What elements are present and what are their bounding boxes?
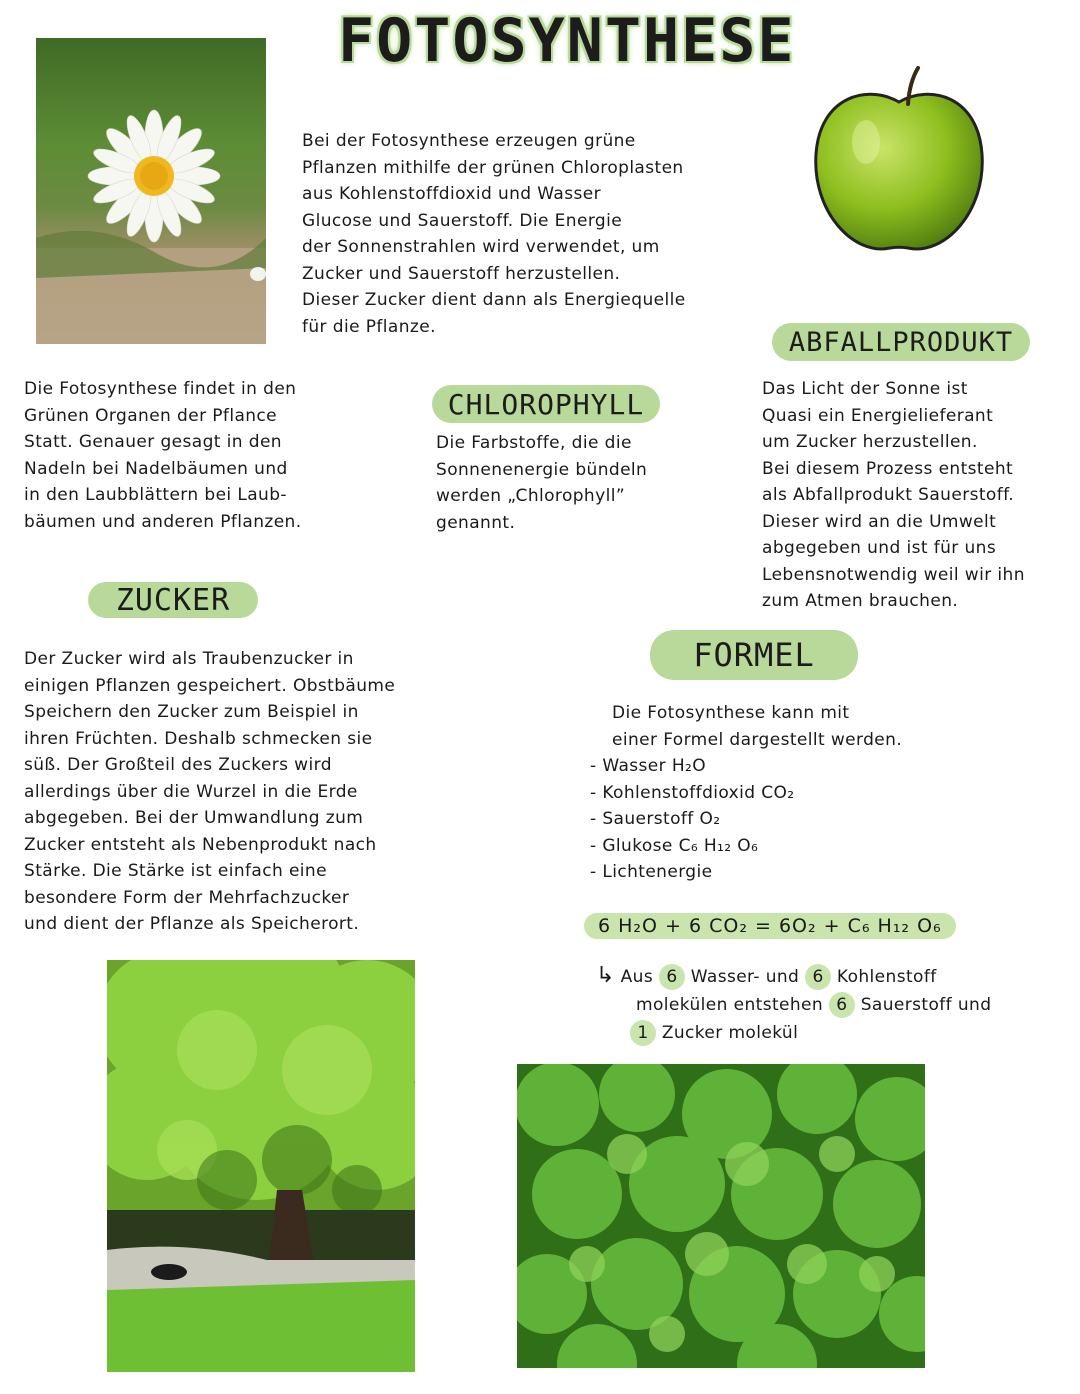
daisy-flower-icon (36, 38, 266, 344)
explanation-text: Sauerstoff und (860, 995, 992, 1015)
formula-equation: 6 H₂O + 6 CO₂ = 6O₂ + C₆ H₁₂ O₆ (584, 913, 956, 939)
intro-text: Bei der Fotosynthese erzeugen grüne Pflanzen mithilfe der grünen Chloroplasten aus Kohlenstoffdioxid und Wasser Glucose und Sauerstoff. Die Energie der Sonnenstrahlen wird verwendet, um Zucker und Sauerstoff herzustellen. Dieser Zucker dient dann als Energiequelle für die Pflanze. (302, 131, 686, 337)
list-item: - Kohlenstoffdioxid CO₂ (590, 780, 1010, 807)
number-badge: 6 (805, 964, 831, 990)
number-badge: 6 (829, 992, 855, 1018)
daisy-photo (36, 38, 266, 344)
explanation-text: Zucker molekül (661, 1023, 799, 1043)
green-apple (808, 62, 990, 262)
explanation-text: Aus (620, 967, 654, 987)
location-text: Die Fotosynthese findet in den Grünen Organen der Pflance Statt. Genauer gesagt in den Nadeln bei Nadelbäumen und in den Laubblättern bei Laub- bäumen und anderen Pflanzen. (24, 379, 302, 532)
list-item: - Lichtenergie (590, 859, 1010, 886)
zucker-heading-label: ZUCKER (115, 582, 231, 618)
parsley-photo (517, 1064, 925, 1368)
zucker-text: Der Zucker wird als Traubenzucker in einigen Pflanzen gespeichert. Obstbäume Speichern den Zucker zum Beispiel in ihren Früchten. Deshalb schmecken sie süß. Der Großteil des Zuckers wird allerdings über die Wurzel in die Erde abgegeben. Bei der Umwandlung zum Zucker entsteht als Nebenprodukt nach Stärke. Die Stärke ist einfach eine besondere Form der Mehrfachzucker und dient der Pflanze als Speicherort. (24, 649, 396, 934)
formel-heading-label: FORMEL (693, 636, 815, 674)
zucker-heading (88, 582, 258, 618)
abfallprodukt-heading-label: ABFALLPRODUKT (788, 326, 1014, 358)
list-item: - Wasser H₂O (590, 753, 1010, 780)
chlorophyll-text: Die Farbstoffe, die die Sonnenenergie bündeln werden „Chlorophyll” genannt. (436, 433, 648, 533)
formula-explanation (596, 962, 1066, 1047)
abfallprodukt-text: Das Licht der Sonne ist Quasi ein Energielieferant um Zucker herzustellen. Bei diesem Prozess entsteht als Abfallprodukt Sauerstoff. Dieser wird an die Umwelt abgegeben und ist für uns Lebensnotwendig weil wir ihn zum Atmen brauchen. (762, 379, 1025, 611)
tree-photo (107, 960, 415, 1372)
explanation-text: molekülen entstehen (636, 995, 824, 1015)
number-badge: 1 (630, 1020, 656, 1046)
page-title: FOTOSYNTHESE (338, 6, 796, 76)
explanation-text: Kohlenstoff (836, 967, 937, 987)
list-item: - Sauerstoff O₂ (590, 806, 1010, 833)
formel-intro: Die Fotosynthese kann mit einer Formel dargestellt werden. (612, 703, 903, 750)
explanation-text: Wasser- und (690, 967, 800, 987)
chlorophyll-heading (432, 385, 660, 423)
chlorophyll-heading-label: CHLOROPHYLL (447, 387, 645, 421)
list-item: - Glukose C₆ H₁₂ O₆ (590, 833, 1010, 860)
formel-items (590, 753, 1010, 886)
number-badge: 6 (659, 964, 685, 990)
formel-heading (650, 630, 858, 680)
abfallprodukt-heading (772, 323, 1030, 361)
arrow-icon: ↳ (596, 963, 615, 988)
